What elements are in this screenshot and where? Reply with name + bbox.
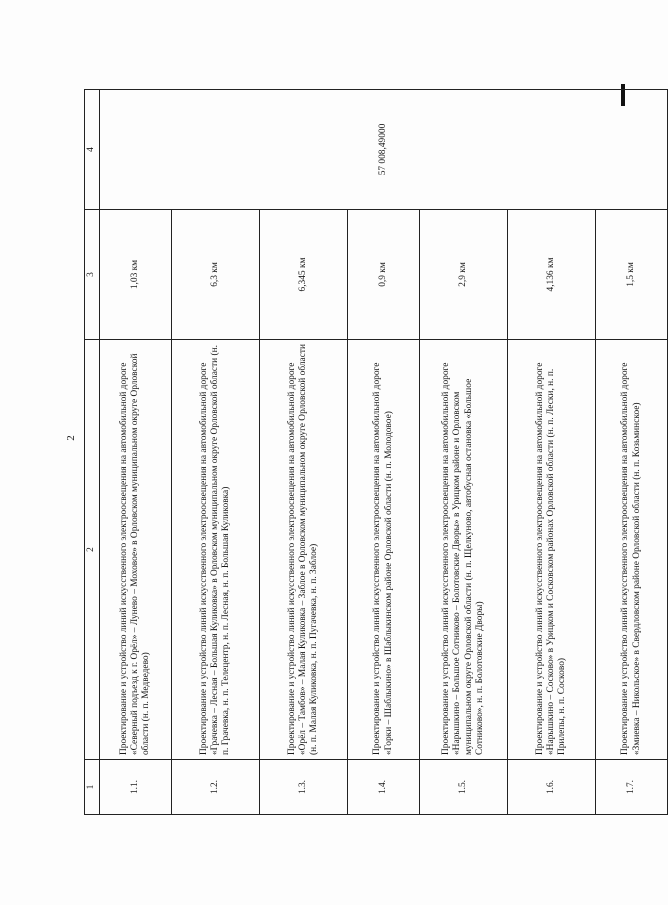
row-length: 6,3 км <box>172 210 260 340</box>
page-number: 2 <box>64 435 77 441</box>
row-length: 4,136 км <box>508 210 596 340</box>
row-number: 1.2. <box>172 760 260 815</box>
row-description: Проектирование и устройство линий искусственного электроосвещения на автомобильной дороге «Змиевка – Никольское» в Свердловском районе Орловской области (н. п. Козьминское) <box>596 340 668 760</box>
row-number: 1.1. <box>100 760 172 815</box>
row-description: Проектирование и устройство линий искусственного электроосвещения на автомобильной дороге «Горки – Шаблыкино» в Шаблыкинском районе Орловской области (н. п. Молодовое) <box>348 340 420 760</box>
row-length: 0,9 км <box>348 210 420 340</box>
row-number: 1.5. <box>420 760 508 815</box>
header-cell-3: 3 <box>85 210 100 340</box>
row-length: 6,345 км <box>260 210 348 340</box>
row-description: Проектирование и устройство линий искусственного электроосвещения на автомобильной дороге «Орёл – Тамбов» – Малая Куликовка – Заблое в Орловском муниципальном округе Орловской области (н. п. Малая Куликовка, н. п. Пугачевка, н. п. Заблое) <box>260 340 348 760</box>
works-table <box>84 89 668 815</box>
row-length: 2,9 км <box>420 210 508 340</box>
row-description: Проектирование и устройство линий искусственного электроосвещения на автомобильной дороге «Нарышкино – Большое Сотниково – Болотовские Дворы» в Урицком районе и Орловском муниципальном округе Орловской области (н. п. Щелкуново, автобусная остановка «Большое Сотниково», н. п. Болотовские Дворы) <box>420 340 508 760</box>
row-length: 1,5 км <box>596 210 668 340</box>
row-description: Проектирование и устройство линий искусственного электроосвещения на автомобильной дороге «Грачевка – Лесная – Большая Куликовка» в Орловском муниципальном округе Орловской области (н. п. Грачевка, н. п. Телецентр, н. п. Лесная, н. п. Большая Куликовка) <box>172 340 260 760</box>
row-description: Проектирование и устройство линий искусственного электроосвещения на автомобильной дороге «Нарышкино – Сосково» в Урицком и Сосковском районах Орловской области (н. п. Лески, н. п. Прилепы, н. п. Сосково) <box>508 340 596 760</box>
row-number: 1.4. <box>348 760 420 815</box>
total-cost: 57 008,49000 <box>100 90 668 210</box>
header-cell-2: 2 <box>85 340 100 760</box>
table-row <box>100 90 172 815</box>
header-cell-1: 1 <box>85 760 100 815</box>
row-number: 1.6. <box>508 760 596 815</box>
row-length: 1,03 км <box>100 210 172 340</box>
header-row <box>85 90 100 815</box>
row-description: Проектирование и устройство линий искусственного электроосвещения на автомобильной дороге «Северный подъезд к г. Орёл» – Лунево – Моховое» в Орловском муниципальном округе Орловской области (н. п. Медведево) <box>100 340 172 760</box>
rotated-table-container <box>84 90 642 815</box>
row-number: 1.3. <box>260 760 348 815</box>
row-number: 1.7. <box>596 760 668 815</box>
header-cell-4: 4 <box>85 90 100 210</box>
